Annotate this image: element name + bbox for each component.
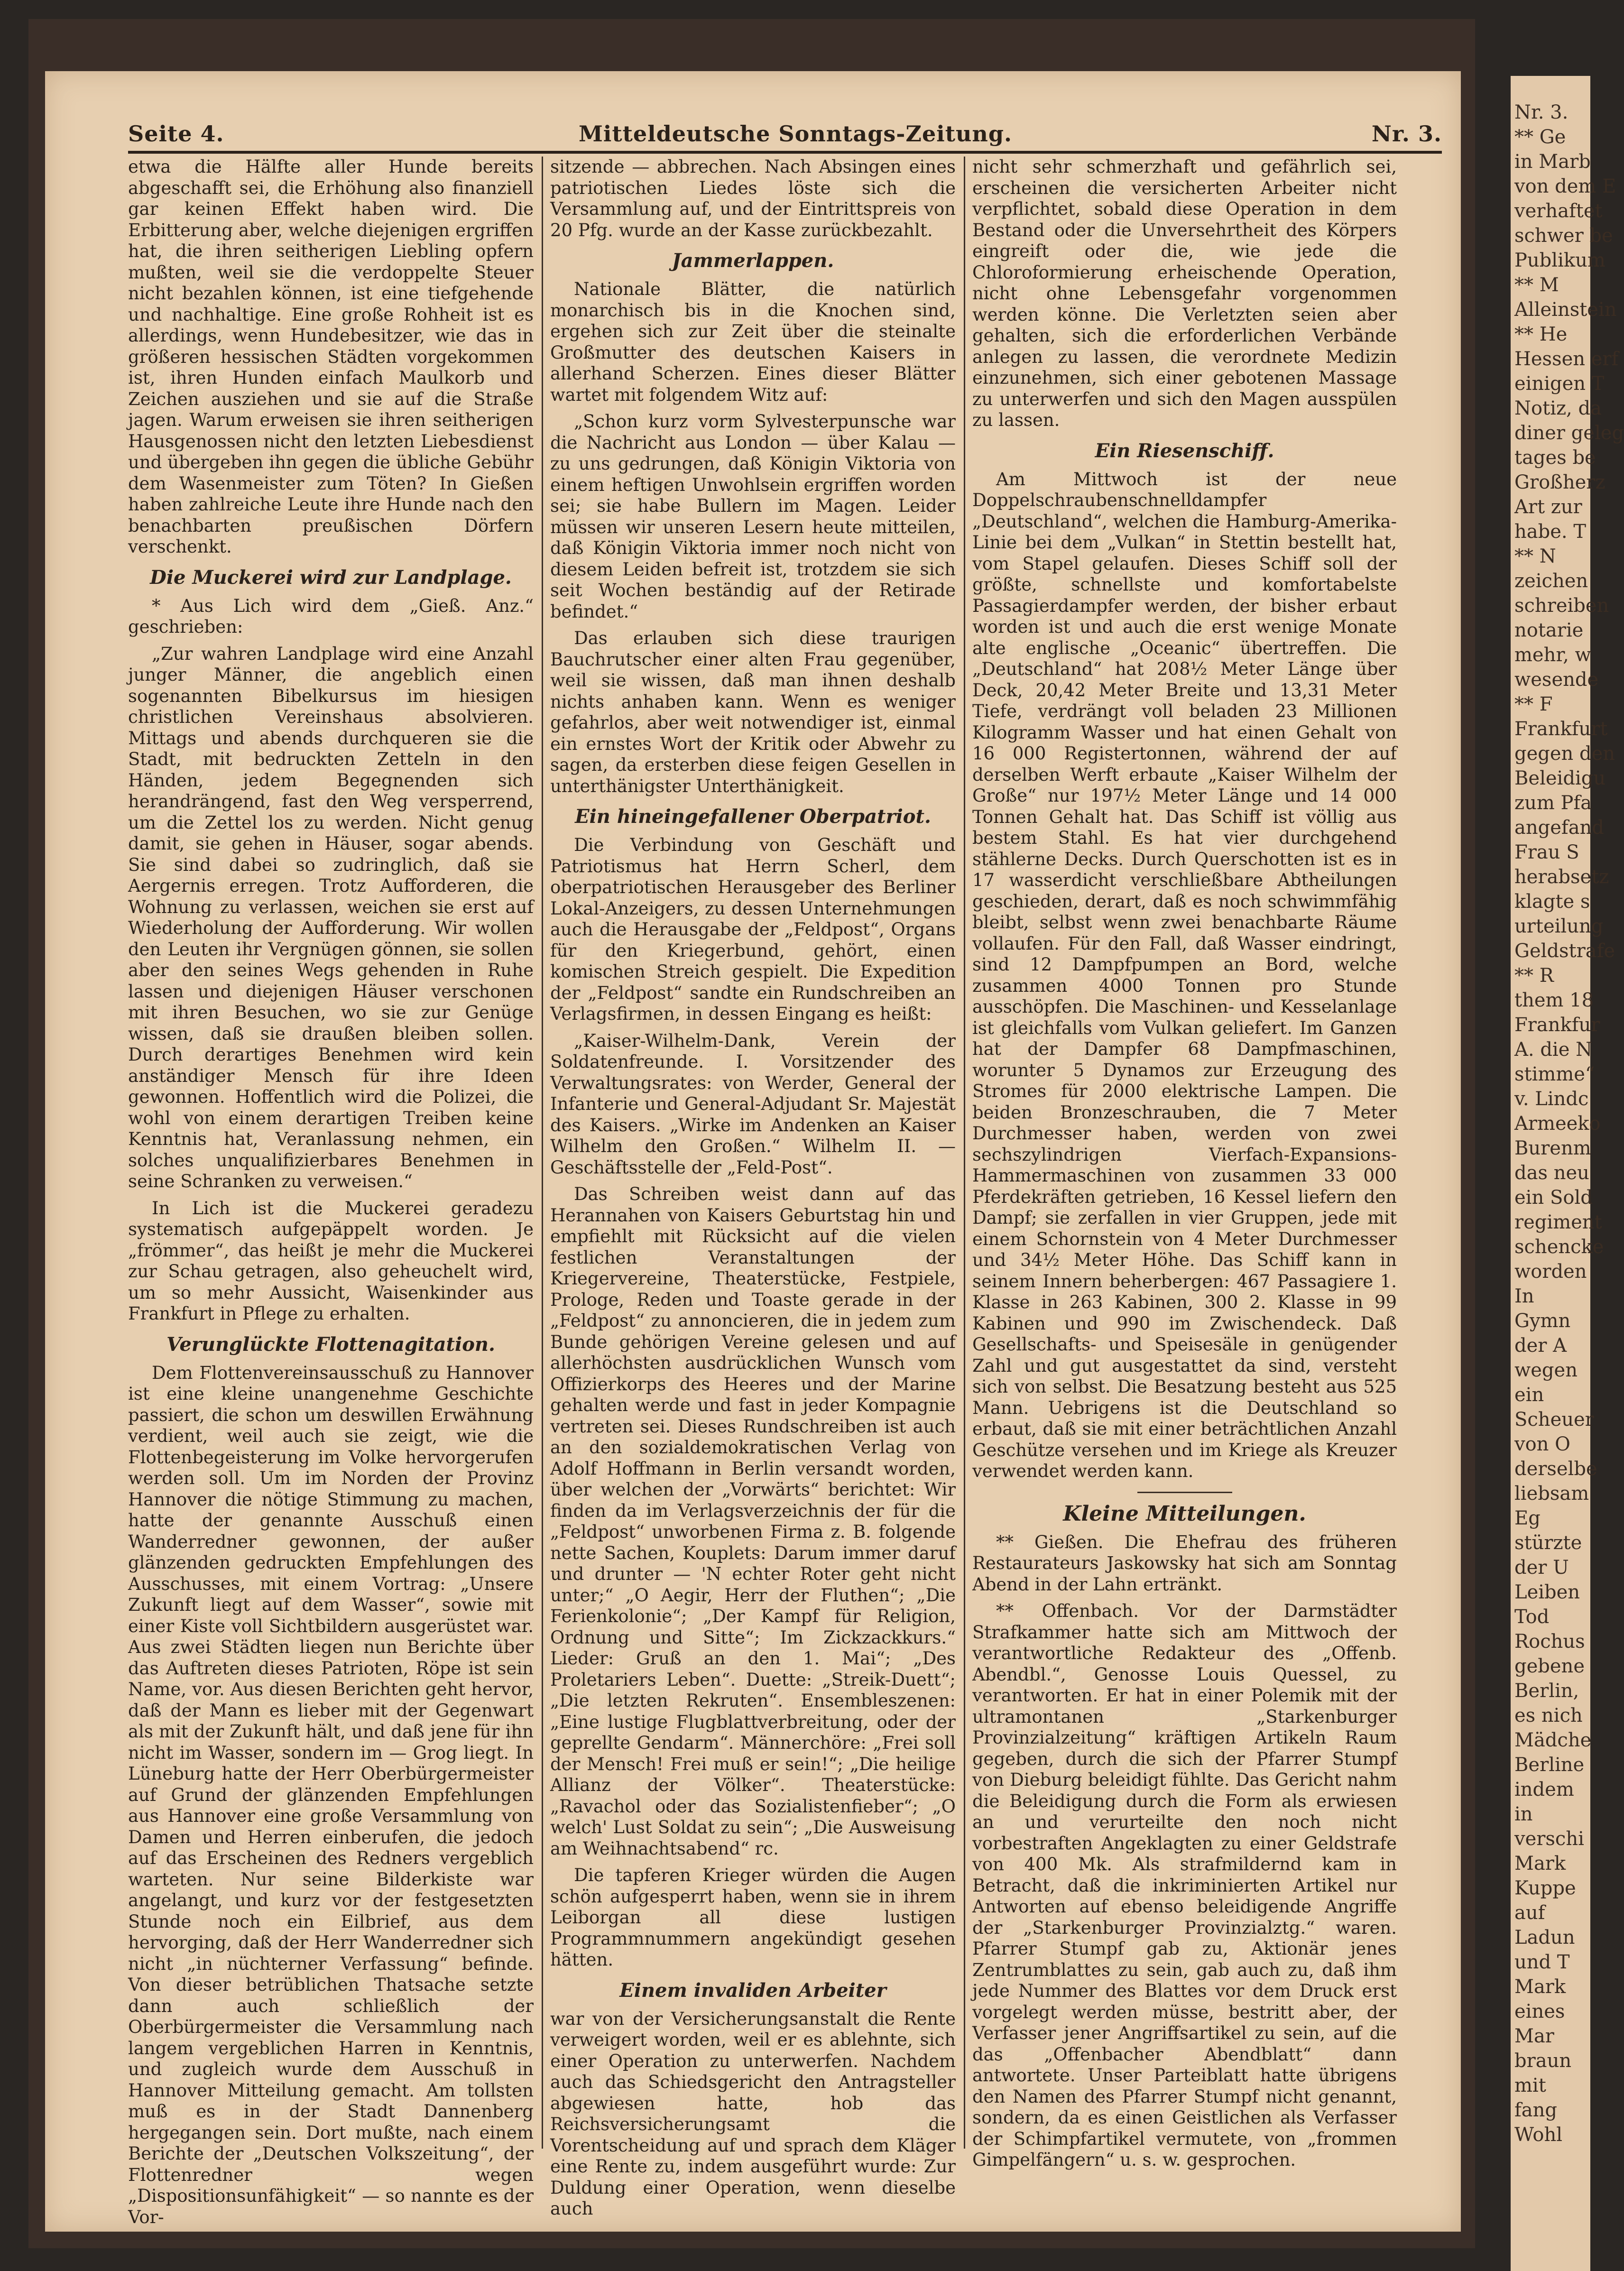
article-text: Dem Flottenvereinsausschuß zu Hannover ist eine kleine unangenehme Geschichte passiert, die schon um deswillen Erwähnung verdient, weil auch sie zeigt, wie die Flottenbegeisterung im Volke hervorgerufen werden soll. Um im Norden der Provinz Hannover die nötige Stimmung zu machen, hatte der genannte Ausschuß einen Wanderredner gewonnen, der außer glänzenden gedruckten Empfehlungen des Ausschusses, mit einem Vortrag: „Unsere Zukunft liegt auf dem Wasser“, sowie mit einer Kiste voll Sichtbildern ausgerüstet war. Aus zwei Städten liegen nun Berichte über das Auftreten dieses Patrioten, Röpe ist sein Name, vor. Aus diesen Berichten geht hervor, daß der Mann es lieber mit der Gegenwart als mit der Zukunft hält, und daß jene für ihn nicht im Wasser, sondern im — Grog liegt. In Lüneburg hatte der Herr Oberbürgermeister auf Grund der glänzenden Empfehlungen aus Hannover eine große Versammlung von Damen und Herren einberufen, die jedoch auf das Erscheinen des Redners vergeblich warteten. Nur seine Bilderkiste war angelangt, und kurz vor der festgesetzten Stunde noch ein Eilbrief, aus dem hervorging, daß der Herr Wanderredner sich nicht „in nüchterner Verfassung“ befinde. Von dieser betrüblichen Thatsache setzte dann auch schließlich der Oberbürgermeister die Versammlung nach langem vergeblichen Harren in Kenntnis, und zugleich wurde dem Ausschuß in Hannover Mitteilung gemacht. Am tollsten muß es in der Stadt Dannenberg hergegangen sein. Dort mußte, nach einem Berichte der „Deutschen Volkszeitung“, der Flottenredner wegen „Dispositionsunfähigkeit“ — so nannte es der Vor- bbox=[128, 1362, 534, 2227]
adjacent-page-fragment: der A bbox=[1514, 1335, 1567, 1357]
column-2 bbox=[550, 157, 956, 2219]
adjacent-page-fragment: habe. T bbox=[1514, 521, 1586, 543]
adjacent-page-fragment: Scheuer bbox=[1514, 1409, 1594, 1431]
adjacent-page-fragment: Berlin, bbox=[1514, 1680, 1579, 1702]
issue-number: Nr. 3. bbox=[1371, 121, 1442, 147]
adjacent-page-fragment: ** He bbox=[1514, 323, 1568, 345]
adjacent-page-fragment: ein Sold bbox=[1514, 1187, 1593, 1209]
adjacent-page-fragment: Mar bbox=[1514, 2025, 1554, 2047]
adjacent-page-fragment: derselbe bbox=[1514, 1458, 1597, 1480]
adjacent-page-fragment: ** M bbox=[1514, 274, 1559, 296]
adjacent-page-fragment: stimme“ bbox=[1514, 1063, 1595, 1085]
adjacent-page-fragment: ** R bbox=[1514, 965, 1554, 987]
adjacent-page-fragment: stürzte bbox=[1514, 1532, 1582, 1554]
adjacent-page-fragment: es nich bbox=[1514, 1705, 1583, 1726]
article-heading: Ein hineingefallener Oberpatriot. bbox=[575, 805, 931, 828]
adjacent-page-fragment: schreiben bbox=[1514, 595, 1609, 617]
adjacent-page-fragment: Mark bbox=[1514, 1976, 1566, 1998]
adjacent-page-fragment: Wohl bbox=[1514, 2124, 1563, 2146]
newspaper-title: Mitteldeutsche Sonntags-Zeitung. bbox=[579, 121, 1013, 147]
article-text: Am Mittwoch ist der neue Doppelschraubenschnelldampfer „Deutschland“, welchen die Hamburg-Amerika-Linie bei dem „Vulkan“ in Stettin bestellt hat, vom Stapel gelaufen. Dieses Schiff soll der größte, schnellste und komfortabelste Passagierdampfer werden, der bisher erbaut worden ist und auch die erst wenige Monate alte englische „Oceanic“ übertreffen. Die „Deutschland“ hat 208½ Meter Länge über Deck, 20,42 Meter Breite und 13,31 Meter Tiefe, verdrängt voll beladen 23 Millionen Kilogramm Wasser und hat einen Gehalt von 16 000 Registertonnen, während der auf derselben Werft erbaute „Kaiser Wilhelm der Große“ nur 197½ Meter Länge und 14 000 Tonnen Gehalt hat. Das Schiff ist völlig aus bestem Stahl. Es hat vier durchgehend stählerne Decks. Durch Querschotten ist es in 17 wasserdicht verschließbare Abtheilungen geschieden, derart, daß es noch schwimmfähig bleibt, selbst wenn zwei benachbarte Räume vollaufen. Für den Fall, daß Wasser eindringt, sind 12 Dampfpumpen an Bord, welche zusammen 4000 Tonnen pro Stunde ausschöpfen. Die Maschinen- und Kesselanlage ist gleichfalls vom Vulkan geliefert. Im Ganzen hat der Dampfer 68 Dampfmaschinen, worunter 5 Dynamos zur Erzeugung des Stromes für 2000 elektrische Lampen. Die beiden Bronzeschrauben, die 7 Meter Durchmesser haben, werden von zwei sechszylindrigen Vierfach-Expansions-Hammermaschinen von zusammen 33 000 Pferdekräften getrieben, 16 Kessel liefern den Dampf; sie zerfallen in vier Gruppen, jede mit einem Schornstein von 4 Meter Durchmesser und 34½ Meter Höhe. Das Schiff kann in seinem Innern beherbergen: 467 Passagiere 1. Klasse in 263 Kabinen, 300 2. Klasse in 99 Kabinen und 990 im Zwischendeck. Daß Gesellschafts- und Speisesäle in genügender Zahl und gut ausgestattet da sind, versteht sich von selbst. Die Besatzung besteht aus 525 Mann. Uebrigens ist die Deutschland so erbaut, daß sie mit einer beträchtlichen Anzahl Geschütze versehen und im Kriege als Kreuzer verwendet werden kann. bbox=[972, 469, 1397, 1481]
adjacent-page-fragment: herabsetz bbox=[1514, 866, 1609, 888]
article-text: etwa die Hälfte aller Hunde bereits abgeschafft sei, die Erhöhung also finanziell gar keinen Effekt haben wird. Die Erbitterung aber, welche diejenigen ergriffen hat, die ihren seitherigen Liebling opfern mußten, weil sie die verdoppelte Steuer nicht bezahlen können, ist eine tiefgehende und nachhaltige. Eine große Rohheit ist es allerdings, wenn Hundebesitzer, wie das in größeren hessischen Städten vorgekommen ist, ihren Hunden einfach Maulkorb und Zeichen ausziehen und sie auf die Straße jagen. Warum erweisen sie ihren seitherigen Hausgenossen nicht den letzten Liebesdienst und übergeben ihn gegen die übliche Gebühr dem Wasenmeister zum Töten? In Gießen haben zahlreiche Leute ihre Hunde nach den benachbarten preußischen Dörfern verschenkt. bbox=[128, 157, 534, 557]
adjacent-page-fragment: them 18 bbox=[1514, 989, 1594, 1011]
adjacent-page-fragment: Gymn bbox=[1514, 1310, 1571, 1332]
adjacent-page-fragment: von O bbox=[1514, 1433, 1570, 1455]
page-number: Seite 4. bbox=[128, 121, 224, 147]
adjacent-page-fragment: zeichen bbox=[1514, 570, 1588, 592]
adjacent-page-fragment: und T bbox=[1514, 1951, 1570, 1973]
adjacent-page-fragment: Leiben bbox=[1514, 1581, 1580, 1603]
column-divider bbox=[542, 157, 543, 2149]
adjacent-page-fragment: notarie bbox=[1514, 619, 1584, 641]
column-1 bbox=[128, 157, 534, 2227]
article-heading: Ein Riesenschiff. bbox=[1095, 439, 1274, 462]
column-3 bbox=[972, 157, 1397, 2170]
adjacent-page-fragment: mit bbox=[1514, 2075, 1546, 2096]
adjacent-page-fragment: liebsam bbox=[1514, 1483, 1589, 1505]
adjacent-page-fragment: der U bbox=[1514, 1557, 1569, 1579]
news-item: ** Offenbach. Vor der Darmstädter Strafkammer hatte sich am Mittwoch der verantwortliche Redakteur des „Offenb. Abendbl.“, Genosse Louis Quessel, zu verantworten. Er hat in einer Polemik mit der ultramontanen „Starkenburger Provinzialzeitung“ kräftigen Artikeln Raum gegeben, durch die sich der Pfarrer Stumpf von Dieburg beleidigt fühlte. Das Gericht nahm die Beleidigung durch die Form als erwiesen an und verurteilte den noch nicht vorbestraften Angeklagten zu einer Geldstrafe von 400 Mk. Als strafmildernd kam in Betracht, daß die inkriminierten Artikel nur Antworten auf ebenso beleidigende Angriffe der „Starkenburger Provinzialztg.“ waren. Pfarrer Stumpf gab zu, Aktionär jenes Zentrumblattes zu sein, gab auch zu, daß ihm jede Nummer des Blattes vor dem Druck erst vorgelegt werden müsse, bestritt aber, der Verfasser jener Angriffsartikel zu sein, auf die das „Offenbacher Abendblatt“ dann antwortete. Unser Parteiblatt hatte übrigens den Namen des Pfarrer Stumpf nicht genannt, sondern, da es einen Geistlichen als Verfasser der Schimpfartikel vermutete, von „frommen Gimpelfängern“ u. s. w. gesprochen. bbox=[972, 1601, 1397, 2170]
adjacent-page-fragment: Berline bbox=[1514, 1754, 1585, 1776]
adjacent-page-fragment: in Marb bbox=[1514, 151, 1591, 173]
article-heading: Jammerlappen. bbox=[672, 249, 834, 272]
adjacent-page-fragment: wesende bbox=[1514, 669, 1599, 691]
adjacent-page-fragment: diner geleg bbox=[1514, 422, 1624, 444]
adjacent-page-fragment: ** N bbox=[1514, 545, 1556, 567]
adjacent-page-fragment: Frau S bbox=[1514, 841, 1579, 863]
adjacent-page-fragment: urteilung bbox=[1514, 915, 1604, 937]
adjacent-page-fragment: Tod bbox=[1514, 1606, 1550, 1628]
adjacent-page-fragment: Alleinstein bbox=[1514, 299, 1617, 321]
article-heading: Einem invaliden Arbeiter bbox=[619, 1979, 886, 2002]
adjacent-page-fragment: wegen bbox=[1514, 1359, 1578, 1381]
adjacent-page-fragment: mehr, w bbox=[1514, 644, 1591, 666]
section-heading: Kleine Mitteilungen. bbox=[1063, 1501, 1306, 1526]
adjacent-page-fragment: ** F bbox=[1514, 693, 1553, 715]
article-text: Die tapferen Krieger würden die Augen schön aufgesperrt haben, wenn sie in ihrem Leiborgan all diese lustigen Programmnummern angekündigt gesehen hätten. bbox=[550, 1865, 956, 1970]
adjacent-page-fragment: worden bbox=[1514, 1261, 1587, 1283]
article-text: nicht sehr schmerzhaft und gefährlich sei, erscheinen die versicherten Arbeiter nicht verpflichtet, sobald diese Operation in dem Bestand oder die Unversehrtheit des Körpers eingreift oder die, wie jede die Chloroformierung erheischende Operation, nicht ohne Lebensgefahr vorgenommen werden könne. Die Verletzten seien aber gehalten, sich die erforderlichen Verbände anlegen zu lassen, die verordnete Medizin einzunehmen, sich einer gebotenen Massage zu unterwerfen und sich den Magen ausspülen zu lassen. bbox=[972, 157, 1397, 430]
adjacent-page-fragment: schencke bbox=[1514, 1236, 1604, 1258]
adjacent-page-fragment: Großherz bbox=[1514, 471, 1606, 493]
adjacent-page-fragment: Mädche bbox=[1514, 1729, 1592, 1751]
adjacent-page-fragment: Geldstrafe bbox=[1514, 940, 1615, 962]
adjacent-page-fragment: das neu bbox=[1514, 1162, 1589, 1184]
adjacent-page-fragment: tages be bbox=[1514, 447, 1596, 469]
adjacent-page-fragment: Beleidigu bbox=[1514, 767, 1606, 789]
adjacent-page-fragment: Eg bbox=[1514, 1507, 1541, 1529]
adjacent-page-fragment: in bbox=[1514, 1803, 1533, 1825]
adjacent-page-fragment: indem bbox=[1514, 1779, 1574, 1800]
adjacent-page-fragment: In bbox=[1514, 1285, 1534, 1307]
article-text: war von der Versicherungsanstalt die Rente verweigert worden, weil er es ablehnte, sich einer Operation zu unterwerfen. Nachdem auch das Schiedsgericht den Antragsteller abgewiesen hatte, hob das Reichsversicherungsamt die Vorentscheidung auf und sprach dem Kläger eine Rente zu, indem ausgeführt wurde: Zur Duldung einer Operation, wenn dieselbe auch bbox=[550, 2008, 956, 2219]
adjacent-page-edge bbox=[1511, 76, 1624, 2271]
article-heading: Die Muckerei wird zur Landplage. bbox=[150, 566, 512, 589]
adjacent-page-fragment: Burenm bbox=[1514, 1137, 1591, 1159]
adjacent-page-fragment: schwer be bbox=[1514, 225, 1613, 247]
header-rule bbox=[128, 151, 1442, 154]
adjacent-page-fragment: verhaftet bbox=[1514, 200, 1603, 222]
adjacent-page-fragment: gebene bbox=[1514, 1655, 1585, 1677]
section-divider bbox=[1137, 1492, 1232, 1493]
column-divider bbox=[964, 157, 965, 2149]
article-text: sitzende — abbrechen. Nach Absingen eines patriotischen Liedes löste sich die Versammlung auf, und der Eintrittspreis von 20 Pfg. wurde an der Kasse zurückbezahlt. bbox=[550, 157, 956, 240]
article-quote: „Kaiser-Wilhelm-Dank, Verein der Soldatenfreunde. I. Vorsitzender des Verwaltungsrates: von Werder, General der Infanterie und General-Adjudant Sr. Majestät des Kaisers. „Wirke im Andenken an Kaiser Wilhelm den Großen.“ Wilhelm II. — Geschäftsstelle der „Feld-Post“. bbox=[550, 1030, 956, 1178]
adjacent-page-fragment: Frankfurt bbox=[1514, 718, 1608, 740]
article-heading: Verunglückte Flottenagitation. bbox=[166, 1333, 495, 1356]
adjacent-page-fragment: Kuppe bbox=[1514, 1877, 1576, 1899]
adjacent-page-fragment: angefand bbox=[1514, 817, 1604, 839]
news-item: ** Gießen. Die Ehefrau des früheren Restaurateurs Jaskowsky hat sich am Sonntag Abend in der Lahn ertränkt. bbox=[972, 1532, 1397, 1595]
adjacent-page-fragment: zum Pfa bbox=[1514, 792, 1592, 814]
article-text: * Aus Lich wird dem „Gieß. Anz.“ geschrieben: bbox=[128, 595, 534, 637]
adjacent-page-fragment: Ladun bbox=[1514, 1927, 1575, 1948]
adjacent-page-fragment: Rochus bbox=[1514, 1631, 1585, 1652]
adjacent-page-fragment: auf bbox=[1514, 1902, 1545, 1924]
adjacent-page-fragment: Art zur bbox=[1514, 496, 1582, 518]
adjacent-page-fragment: v. Lindc bbox=[1514, 1088, 1589, 1110]
adjacent-page-fragment: Frankfur bbox=[1514, 1014, 1600, 1036]
adjacent-page-fragment: ein bbox=[1514, 1384, 1544, 1406]
adjacent-page-fragment: Nr. 3. bbox=[1514, 102, 1569, 123]
adjacent-page-fragment: Armeeko bbox=[1514, 1113, 1601, 1135]
article-text: In Lich ist die Muckerei geradezu systematisch aufgepäppelt worden. Je „frömmer“, das heißt je mehr die Muckerei zur Schau getragen, also geheuchelt wird, um so mehr Aussicht, Waisenkinder aus Frankfurt in Pflege zu erhalten. bbox=[128, 1198, 534, 1324]
adjacent-page-fragment: klagte s bbox=[1514, 891, 1590, 913]
article-text: Das erlauben sich diese traurigen Bauchrutscher einer alten Frau gegenüber, weil sie wissen, daß man ihnen deshalb nichts anhaben kann. Wenn es weniger gefahrlos, aber weit notwendiger ist, einmal ein ernstes Wort der Kritik oder Abwehr zu sagen, da ersterben diese feigen Gesellen in unterthänigster Unterthänigkeit. bbox=[550, 628, 956, 796]
adjacent-page-fragment: Hessen erf bbox=[1514, 348, 1619, 370]
adjacent-page-fragment: Mark bbox=[1514, 1853, 1566, 1874]
adjacent-page-fragment: Publikum bbox=[1514, 249, 1606, 271]
adjacent-page-fragment: fang bbox=[1514, 2099, 1558, 2121]
article-text: Das Schreiben weist dann auf das Herannahen von Kaisers Geburtstag hin und empfiehlt mit Rücksicht auf die vielen festlichen Veranstaltungen der Kriegervereine, Theaterstücke, Festpiele, Prologe, Reden und Toaste gerade in der „Feldpost“ zu annoncieren, die in jedem zum Bunde gehörigen Vereine gelesen und auf allerhöchsten ausdrücklichen Wunsch vom Offizierkorps des Heeres und der Marine gehalten werde und fast in jeder Kompagnie vertreten sei. Dieses Rundschreiben ist auch an den sozialdemokratischen Verlag von Adolf Hoffmann in Berlin versandt worden, über welchen der „Vorwärts“ berichtet: Wir finden da im Verlagsverzeichnis der für die „Feldpost“ unworbenen Firma z. B. folgende nette Sachen, Kouplets: Darum immer daruf und drunter — 'N echter Roter geht nicht unter;“ „O Aegir, Herr der Fluthen“; „Die Ferienkolonie“; „Der Kampf für Religion, Ordnung und Sitte“; Im Zickzackkurs.“ Lieder: Gruß an den 1. Mai“; „Des Proletariers Leben“. Duette: „Streik-Duett“; „Die letzten Rekruten“. Ensembleszenen: „Eine lustige Flugblattverbreitung, oder der geprellte Gendarm“. Männerchöre: „Frei soll der Mensch! Frei muß er sein!“; „Die heilige Allianz der Völker“. Theaterstücke: „Ravachol oder das Sozialistenfieber“; „O welch' Lust Soldat zu sein“; „Die Ausweisung am Weihnachtsabend“ rc. bbox=[550, 1184, 956, 1859]
adjacent-page-fragment: ** Ge bbox=[1514, 126, 1566, 148]
adjacent-page-fragment: gegen den bbox=[1514, 743, 1615, 765]
article-text: Nationale Blätter, die natürlich monarchisch bis in die Knochen sind, ergehen sich zur Zeit über die steinalte Großmutter des deutschen Kaisers in allerhand Scherzen. Eines dieser Blätter wartet mit folgendem Witz auf: bbox=[550, 279, 956, 405]
adjacent-page-fragment: eines bbox=[1514, 2001, 1565, 2022]
adjacent-page-fragment: von dem E bbox=[1514, 175, 1616, 197]
adjacent-page-fragment: Notiz, da bbox=[1514, 397, 1602, 419]
adjacent-page-fragment: braun bbox=[1514, 2050, 1572, 2072]
adjacent-page-fragment: einigen T bbox=[1514, 373, 1605, 395]
article-quote: „Zur wahren Landplage wird eine Anzahl junger Männer, die angeblich einen sogenannten Bibelkursus im hiesigen christlichen Vereinshaus absolvieren. Mittags und abends durchqueren sie die Stadt, mit bedruckten Zetteln in den Händen, jedem Begegnenden sich herandrängend, fast den Weg versperrend, um die Zettel los zu werden. Nicht genug damit, sie gehen in Häuser, sogar abends. Sie sind dabei so zudringlich, daß sie Aergernis erregen. Trotz Aufforderen, die Wohnung zu verlassen, weichen sie erst auf Wiederholung der Aufforderung. Wir wollen den Leuten ihr Vergnügen gönnen, sie sollen aber den seines Wegs gehenden in Ruhe lassen und diejenigen Häuser verschonen mit ihren Besuchen, wo sie zur Genüge wissen, daß sie draußen bleiben sollen. Durch derartiges Benehmen wird kein anständiger Mensch für ihre Ideen gewonnen. Hoffentlich wird die Polizei, die wohl von einem derartigen Treiben keine Kenntnis hat, Veranlassung nehmen, ein solches unqualifizierbares Benehmen in seine Schranken zu verweisen.“ bbox=[128, 643, 534, 1191]
article-quote: „Schon kurz vorm Sylvesterpunsche war die Nachricht aus London — über Kalau — zu uns gedrungen, daß Königin Viktoria von einem heftigen Unwohlsein ergriffen worden sei; sie habe Bullern im Magen. Leider müssen wir unseren Lesern heute mitteilen, daß Königin Viktoria immer noch nicht von diesem Leiden befreit ist, trotzdem sie sich seit Wochen beständig auf der Retirade befindet.“ bbox=[550, 411, 956, 622]
adjacent-page-fragment: verschi bbox=[1514, 1828, 1584, 1850]
adjacent-page-fragment: regiment bbox=[1514, 1211, 1602, 1233]
article-text: Die Verbindung von Geschäft und Patriotismus hat Herrn Scherl, dem oberpatriotischen Herausgeber des Berliner Lokal-Anzeigers, zu dessen Unternehmungen auch die Herausgabe der „Feldpost“, Organs für den Kriegerbund, gehört, einen komischen Streich gespielt. Die Expedition der „Feldpost“ sandte ein Rundschreiben an Verlagsfirmen, in dessen Eingang es heißt: bbox=[550, 835, 956, 1024]
page-header bbox=[128, 121, 1442, 149]
adjacent-page-fragment: A. die N bbox=[1514, 1039, 1593, 1061]
